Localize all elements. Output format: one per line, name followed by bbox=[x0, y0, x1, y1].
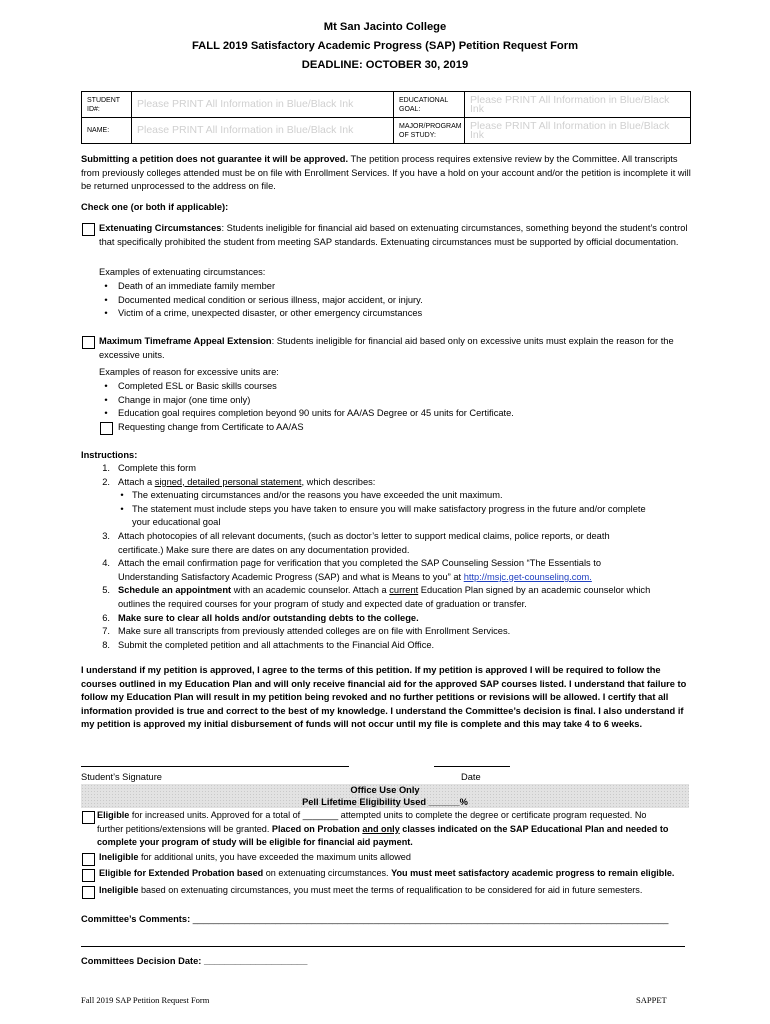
ineligible-units-option: Ineligible for additional units, you have exceeded the maximum units allowed bbox=[99, 852, 411, 862]
list-item: 7. Make sure all transcripts from previously attended colleges are on file with Enrollment Services. bbox=[102, 626, 511, 637]
extenuating-description bbox=[99, 222, 691, 249]
list-item: your educational goal bbox=[132, 517, 221, 528]
office-use-title: Office Use Only bbox=[350, 785, 420, 795]
footer-form-name: Fall 2019 SAP Petition Request Form bbox=[81, 995, 210, 1005]
ineligible-extenuating-checkbox[interactable] bbox=[82, 886, 95, 899]
list-item: • Victim of a crime, unexpected disaster, or other emergency circumstances bbox=[104, 308, 423, 319]
educational-goal-field[interactable]: Please PRINT All Information in Blue/Black Ink bbox=[465, 92, 691, 118]
committee-comments-label: Committee’s Comments: bbox=[81, 914, 193, 924]
form-title: FALL 2019 Satisfactory Academic Progress (SAP) Petition Request Form bbox=[191, 40, 579, 52]
form-header bbox=[0, 18, 770, 75]
instructions-heading: Instructions: bbox=[81, 450, 138, 460]
notice-paragraph bbox=[81, 153, 691, 194]
major-field[interactable]: Please PRINT All Information in Blue/Black Ink bbox=[465, 118, 691, 144]
timeframe-title: Maximum Timeframe Appeal Extension bbox=[99, 336, 272, 346]
list-item: outlines the required courses for your program of study and expected date of graduation or transfer. bbox=[118, 598, 527, 609]
list-item: • Documented medical condition or serious illness, major accident, or injury. bbox=[104, 294, 423, 305]
eligible-checkbox[interactable] bbox=[82, 811, 95, 824]
timeframe-checkbox[interactable] bbox=[82, 336, 95, 349]
notice-text: The petition process requires extensive review by the Committee. All transcripts from previously colleges attended must be on file with Enrollment Services. If you have a hold on your account and/or the petition is incomplete it will be returned unprocessed to the address on file. bbox=[81, 154, 691, 192]
list-item: 8. Submit the completed petition and all attachments to the Financial Aid Office. bbox=[102, 639, 435, 650]
instructions-list bbox=[81, 462, 693, 652]
committee-comments-line-2[interactable] bbox=[81, 946, 685, 947]
list-item: certificate.) Make sure there are dates on any documentation provided. bbox=[118, 544, 410, 555]
committee-comments-field[interactable]: ____________________________________________________________________________________________ bbox=[192, 914, 669, 924]
list-item: • The extenuating circumstances and/or the reasons you have exceeded the unit maximum. bbox=[120, 490, 503, 501]
footer-form-code: SAPPET bbox=[636, 995, 667, 1005]
extended-probation-checkbox[interactable] bbox=[82, 869, 95, 882]
student-signature-label: Student’s Signature bbox=[81, 772, 162, 782]
college-name: Mt San Jacinto College bbox=[323, 21, 447, 33]
ineligible-extenuating-option: Ineligible based on extenuating circumstances, you must meet the terms of requalification to be considered for aid in future semesters. bbox=[99, 885, 643, 895]
list-item: • Completed ESL or Basic skills courses bbox=[104, 381, 277, 391]
certificate-change-checkbox[interactable] bbox=[100, 422, 113, 435]
timeframe-examples-list bbox=[99, 380, 689, 421]
extenuating-examples-label: Examples of extenuating circumstances: bbox=[99, 267, 266, 277]
date-label: Date bbox=[461, 772, 481, 782]
date-line[interactable] bbox=[434, 766, 510, 767]
deadline: DEADLINE: OCTOBER 30, 2019 bbox=[301, 59, 469, 71]
committee-decision-date bbox=[81, 955, 307, 969]
decision-date-field[interactable]: ____________________ bbox=[203, 956, 308, 966]
list-item: Understanding Satisfactory Academic Progress (SAP) and what is Means to you” at http://msjc.get-counseling.com. bbox=[118, 571, 592, 582]
timeframe-description bbox=[99, 335, 691, 362]
name-field[interactable]: Please PRINT All Information in Blue/Black Ink bbox=[132, 118, 394, 144]
student-id-label: STUDENT ID#: bbox=[82, 92, 132, 118]
list-item: • Education goal requires completion beyond 90 units for AA/AS Degree or 45 units for Certificate. bbox=[104, 408, 514, 419]
timeframe-text: : Students ineligible for financial aid based only on excessive units must explain the reason for the excessive units. bbox=[99, 336, 674, 360]
pell-eligibility: Pell Lifetime Eligibility Used ______% bbox=[302, 797, 468, 807]
list-item: 5. Schedule an appointment with an academic counselor. Attach a current Education Plan signed by an academic counselor which bbox=[102, 585, 651, 596]
extenuating-title: Extenuating Circumstances bbox=[99, 223, 222, 233]
student-id-field[interactable]: Please PRINT All Information in Blue/Black Ink bbox=[132, 92, 394, 118]
list-item: • The statement must include steps you have taken to ensure you will make satisfactory progress in the future and/or complete bbox=[120, 503, 646, 514]
certificate-change-label: Requesting change from Certificate to AA/AS bbox=[118, 422, 304, 432]
list-item: 4. Attach the email confirmation page for verification that you completed the SAP Counseling Session “The Essentials to bbox=[102, 558, 602, 569]
extenuating-text: : Students ineligible for financial aid based on extenuating circumstances, something beyond the student’s control that specifically prohibited the student from meeting SAP standards. Extenuating circumstances must be supported by official documentation. bbox=[99, 223, 688, 247]
notice-bold: Submitting a petition does not guarantee it will be approved. bbox=[81, 154, 349, 164]
major-label: MAJOR/PROGRAM OF STUDY: bbox=[394, 118, 465, 144]
extenuating-checkbox[interactable] bbox=[82, 223, 95, 236]
agreement-paragraph: I understand if my petition is approved, I agree to the terms of this petition. If my petition is approved I will be required to follow the courses outlined in my Education Plan and will only receive financial aid for the approved SAP courses listed. I understand that failure to follow my Education Plan will result in my petition being revoked and no further petitions or revisions will be allowed. I certify that all information provided is true and correct to the best of my knowledge. I understand the Committee’s decision is final. I also understand if my petition is approved my initial disbursement of funds will not occur until my file is complete and this may take 4 to 6 weeks. bbox=[81, 665, 687, 730]
list-item: 3. Attach photocopies of all relevant documents, (such as doctor’s letter to support medical claims, police reports, or death bbox=[102, 530, 610, 541]
name-label: NAME: bbox=[82, 118, 132, 144]
extended-probation-option: Eligible for Extended Probation based on extenuating circumstances. You must meet satisfactory academic progress to remain eligible. bbox=[99, 868, 675, 878]
decision-date-label: Committees Decision Date: bbox=[81, 956, 204, 966]
list-item: 2. Attach a signed, detailed personal statement, which describes: bbox=[102, 476, 376, 487]
list-item: • Death of an immediate family member bbox=[104, 281, 276, 291]
list-item: 6. Make sure to clear all holds and/or outstanding debts to the college. bbox=[102, 612, 419, 623]
educational-goal-label: EDUCATIONAL GOAL: bbox=[394, 92, 465, 118]
list-item: 1. Complete this form bbox=[102, 463, 197, 473]
office-use-header bbox=[81, 784, 689, 808]
counseling-link[interactable]: http://msjc.get-counseling.com. bbox=[463, 571, 592, 582]
eligible-option: Eligible for increased units. Approved for a total of _______ attempted units to complete the degree or certificate program requested. No further petitions/extensions will be granted. Placed on Probation and only classes indicated on the SAP Educational Plan and needed to complete your program of study will be eligible for financial aid payment. bbox=[97, 810, 669, 848]
committee-comments bbox=[81, 913, 691, 927]
signature-line[interactable] bbox=[81, 766, 349, 767]
ineligible-units-checkbox[interactable] bbox=[82, 853, 95, 866]
check-one-heading: Check one (or both if applicable): bbox=[81, 202, 229, 212]
list-item: • Change in major (one time only) bbox=[104, 394, 251, 405]
extenuating-examples-list bbox=[99, 280, 689, 321]
timeframe-examples-label: Examples of reason for excessive units are: bbox=[99, 367, 279, 377]
student-info-table bbox=[81, 91, 691, 144]
